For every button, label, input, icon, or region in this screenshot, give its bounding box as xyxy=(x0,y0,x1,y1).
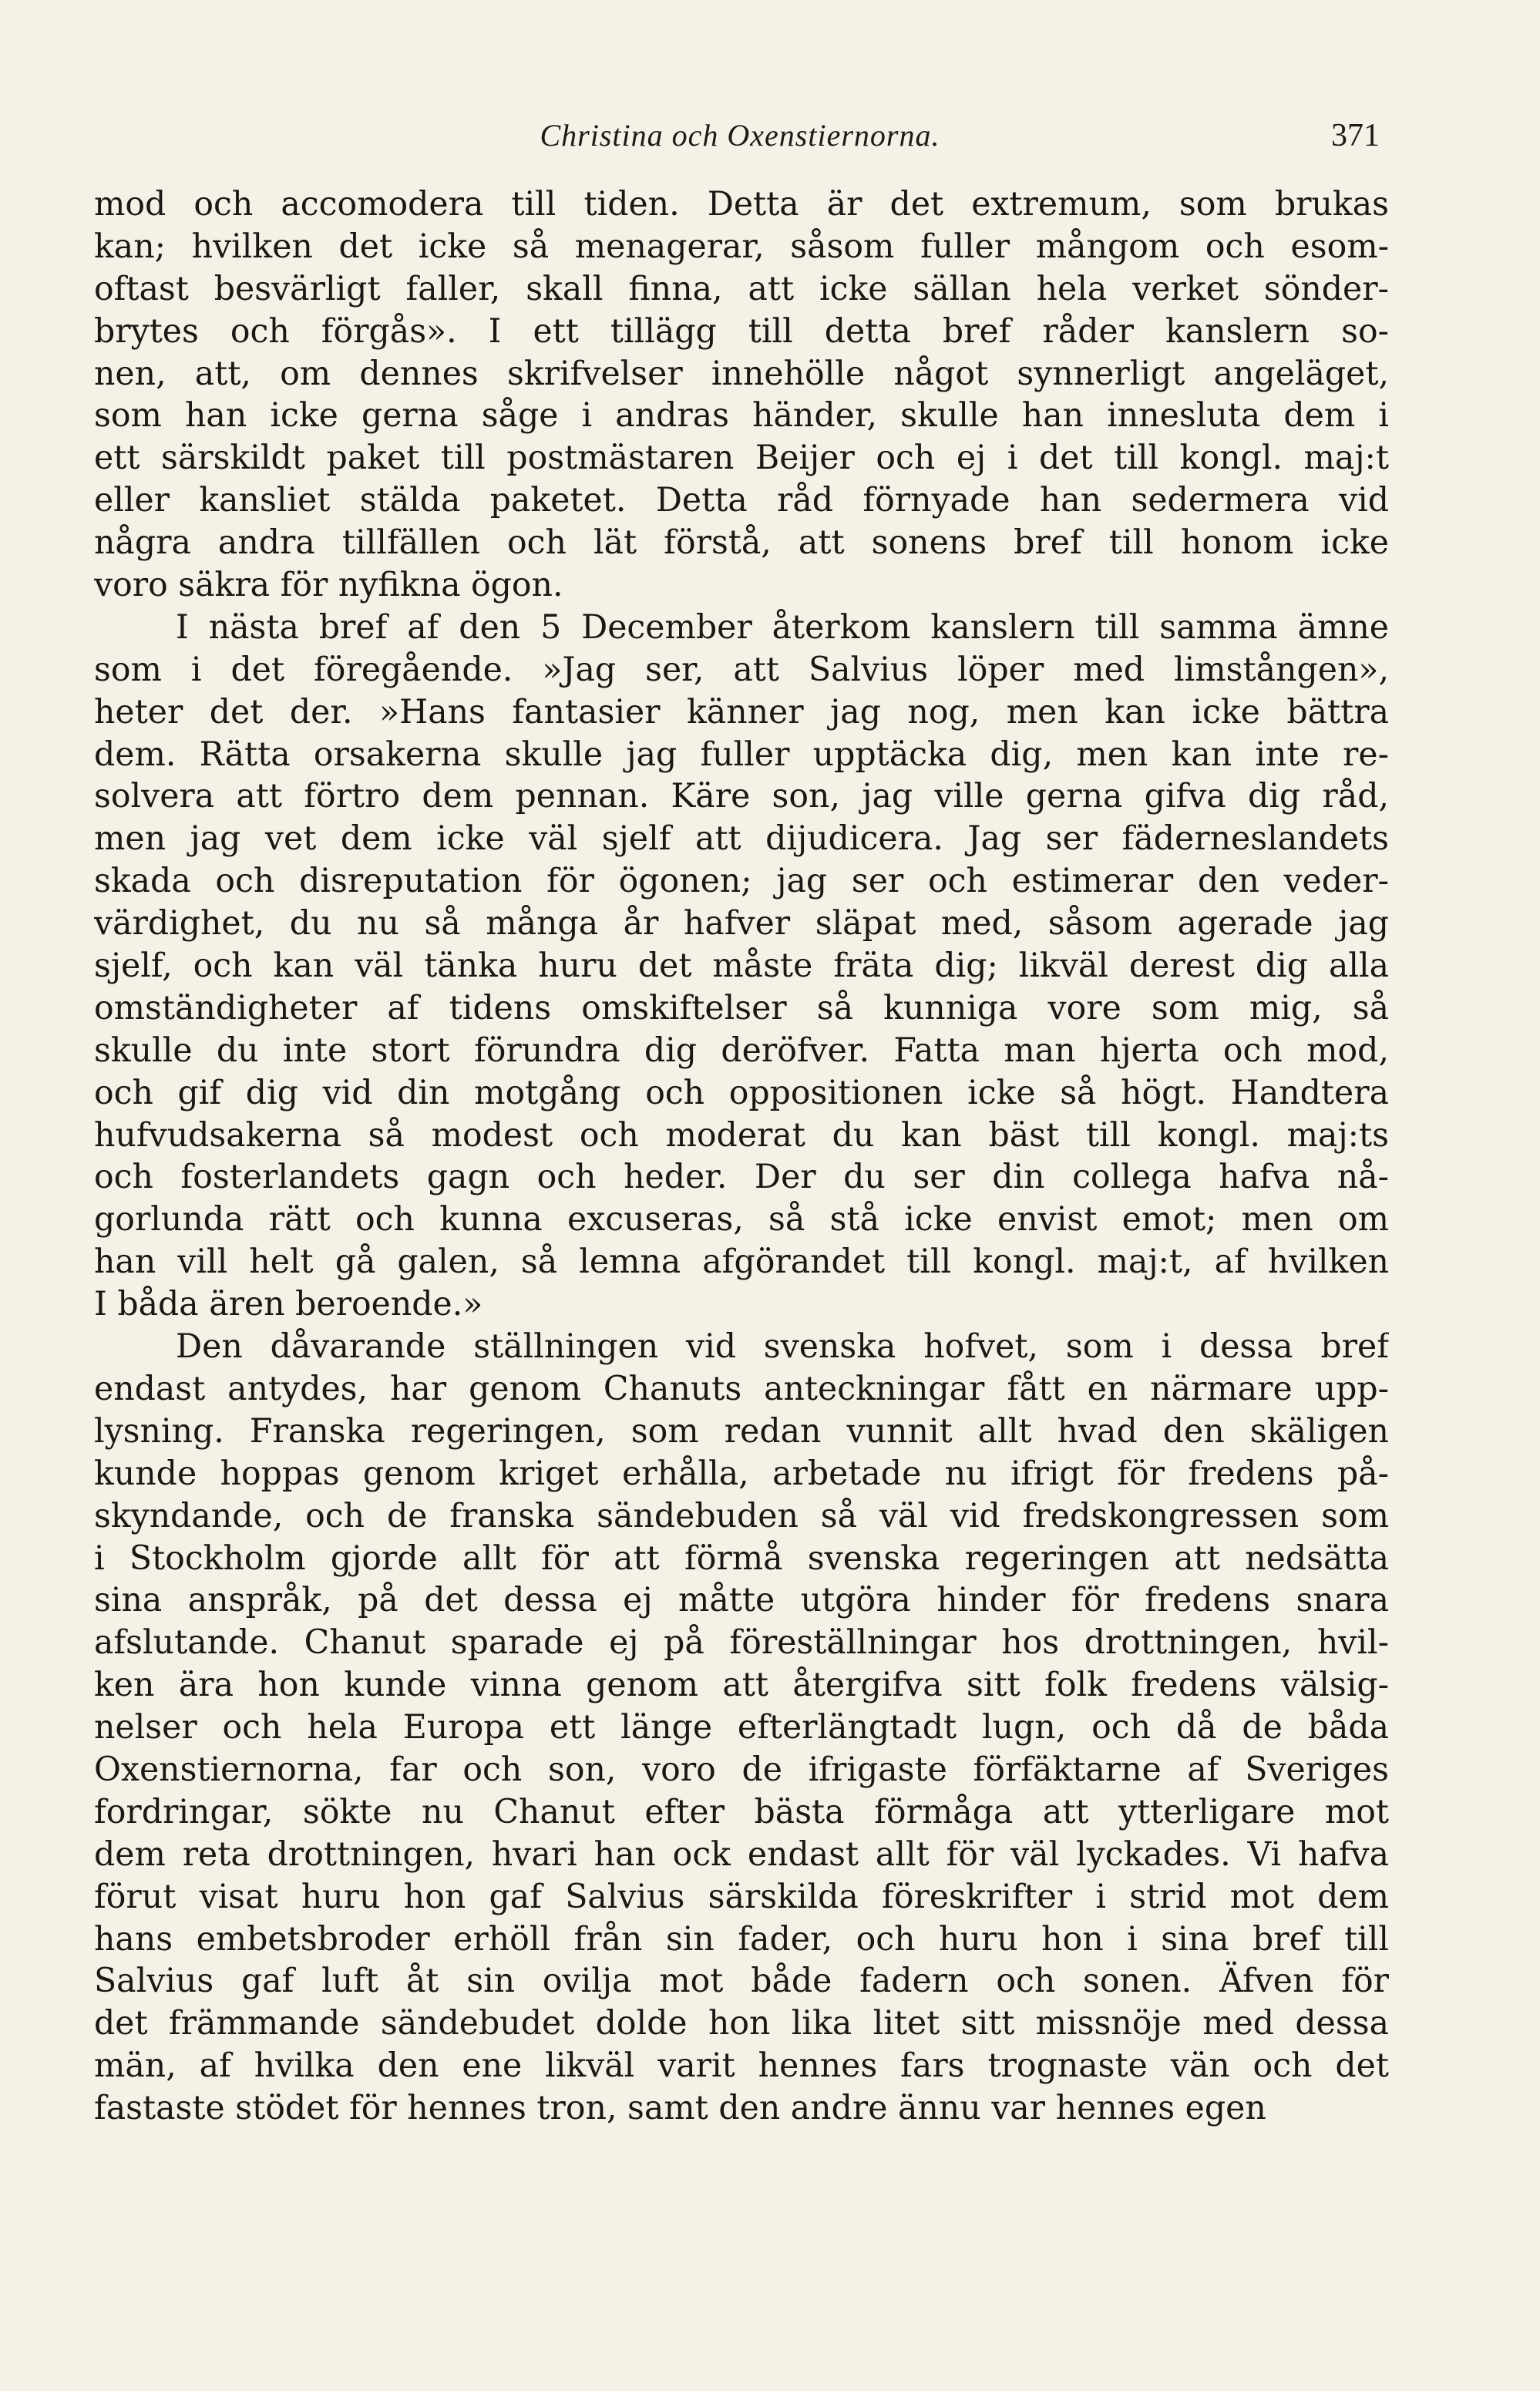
text-line: han vill helt gå galen, så lemna afgörandet till kongl. maj:t, af hvilken xyxy=(94,1243,1389,1282)
text-line: sjelf, och kan väl tänka huru det måste fräta dig; likväl derest dig alla xyxy=(94,947,1389,986)
text-line: lysning. Franska regeringen, som redan vunnit allt hvad den skäligen xyxy=(94,1411,1389,1451)
text-line: män, af hvilka den ene likväl varit hennes fars trognaste vän och det xyxy=(94,2046,1389,2086)
text-line: I nästa bref af den 5 December återkom kanslern till samma ämne xyxy=(176,607,1389,647)
text-line: Den dåvarande ställningen vid svenska hofvet, som i dessa bref xyxy=(176,1327,1389,1367)
text-line: nelser och hela Europa ett länge efterlängtadt lugn, och då de båda xyxy=(94,1708,1389,1747)
text-line: värdighet, du nu så många år hafver släpat med, såsom agerade jag xyxy=(94,904,1389,943)
text-line: brytes och förgås». I ett tillägg till detta bref råder kanslern so- xyxy=(94,311,1389,351)
text-line: hufvudsakerna så modest och moderat du kan bäst till kongl. maj:ts xyxy=(94,1115,1389,1155)
text-line: endast antydes, har genom Chanuts anteckningar fått en närmare upp- xyxy=(94,1369,1389,1408)
text-line: förut visat huru hon gaf Salvius särskilda föreskrifter i strid mot dem xyxy=(94,1877,1389,1916)
paragraph xyxy=(94,1326,1389,2130)
text-line: afslutande. Chanut sparade ej på föreställningar hos drottningen, hvil- xyxy=(94,1623,1389,1663)
text-line: eller kansliet stälda paketet. Detta råd förnyade han sedermera vid xyxy=(94,481,1389,520)
text-line: voro säkra för nyfikna ögon. xyxy=(94,566,563,605)
text-line: men jag vet dem icke väl sjelf att dijudicera. Jag ser fäderneslandets xyxy=(94,819,1389,859)
text-line: det främmande sändebudet dolde hon lika litet sitt missnöje med dessa xyxy=(94,2004,1389,2043)
text-line: som i det föregående. »Jag ser, att Salvius löper med limstången», xyxy=(94,650,1389,689)
paragraph xyxy=(94,183,1389,607)
text-line: kan; hvilken det icke så menagerar, såsom fuller mångom och esom- xyxy=(94,227,1389,266)
text-line: Oxenstiernorna, far och son, voro de ifrigaste förfäktarne af Sveriges xyxy=(94,1750,1389,1789)
text-line: heter det der. »Hans fantasier känner jag nog, men kan icke bättra xyxy=(94,692,1389,731)
text-line: och gif dig vid din motgång och oppositionen icke så högt. Handtera xyxy=(94,1073,1389,1112)
text-line: och fosterlandets gagn och heder. Der du ser din collega hafva nå- xyxy=(94,1158,1389,1197)
page-number: 371 xyxy=(1331,118,1380,153)
text-line: dem. Rätta orsakerna skulle jag fuller upptäcka dig, men kan inte re- xyxy=(94,735,1389,774)
text-line: gorlunda rätt och kunna excuseras, så stå icke envist emot; men om xyxy=(94,1200,1389,1239)
text-line: solvera att förtro dem pennan. Käre son, jag ville gerna gifva dig råd, xyxy=(94,777,1389,816)
text-line: I båda ären beroende.» xyxy=(94,1285,483,1324)
text-line: några andra tillfällen och lät förstå, att sonens bref till honom icke xyxy=(94,523,1389,563)
running-title: Christina och Oxenstiernorna. xyxy=(540,118,940,153)
text-line: kunde hoppas genom kriget erhålla, arbetade nu ifrigt för fredens på- xyxy=(94,1454,1389,1493)
text-line: ett särskildt paket till postmästaren Beijer och ej i det till kongl. maj:t xyxy=(94,439,1389,478)
body-text xyxy=(94,183,1389,2130)
text-line: oftast besvärligt faller, skall finna, att icke sällan hela verket sönder- xyxy=(94,269,1389,308)
text-line: skada och disreputation för ögonen; jag ser och estimerar den veder- xyxy=(94,862,1389,901)
text-line: skulle du inte stort förundra dig deröfver. Fatta man hjerta och mod, xyxy=(94,1031,1389,1070)
text-line: omständigheter af tidens omskiftelser så kunniga vore som mig, så xyxy=(94,988,1389,1027)
text-line: som han icke gerna såge i andras händer, skulle han innesluta dem i xyxy=(94,396,1389,435)
text-line: mod och accomodera till tiden. Detta är det extremum, som brukas xyxy=(94,185,1389,224)
running-head xyxy=(100,117,1380,163)
text-line: ken ära hon kunde vinna genom att återgifva sitt folk fredens välsig- xyxy=(94,1666,1389,1705)
text-line: Salvius gaf luft åt sin ovilja mot både fadern och sonen. Äfven för xyxy=(94,1962,1389,2001)
text-line: hans embetsbroder erhöll från sin fader, och huru hon i sina bref till xyxy=(94,1919,1389,1959)
text-line: nen, att, om dennes skrifvelser innehölle något synnerligt angeläget, xyxy=(94,354,1389,393)
text-line: skyndande, och de franska sändebuden så väl vid fredskongressen som xyxy=(94,1496,1389,1535)
text-line: dem reta drottningen, hvari han ock endast allt för väl lyckades. Vi hafva xyxy=(94,1834,1389,1874)
text-line: fastaste stödet för hennes tron, samt den andre ännu var hennes egen xyxy=(94,2089,1266,2128)
text-line: sina anspråk, på det dessa ej måtte utgöra hinder för fredens snara xyxy=(94,1581,1389,1620)
text-line: i Stockholm gjorde allt för att förmå svenska regeringen att nedsätta xyxy=(94,1539,1389,1578)
text-line: fordringar, sökte nu Chanut efter bästa förmåga att ytterligare mot xyxy=(94,1792,1389,1831)
paragraph xyxy=(94,607,1389,1326)
